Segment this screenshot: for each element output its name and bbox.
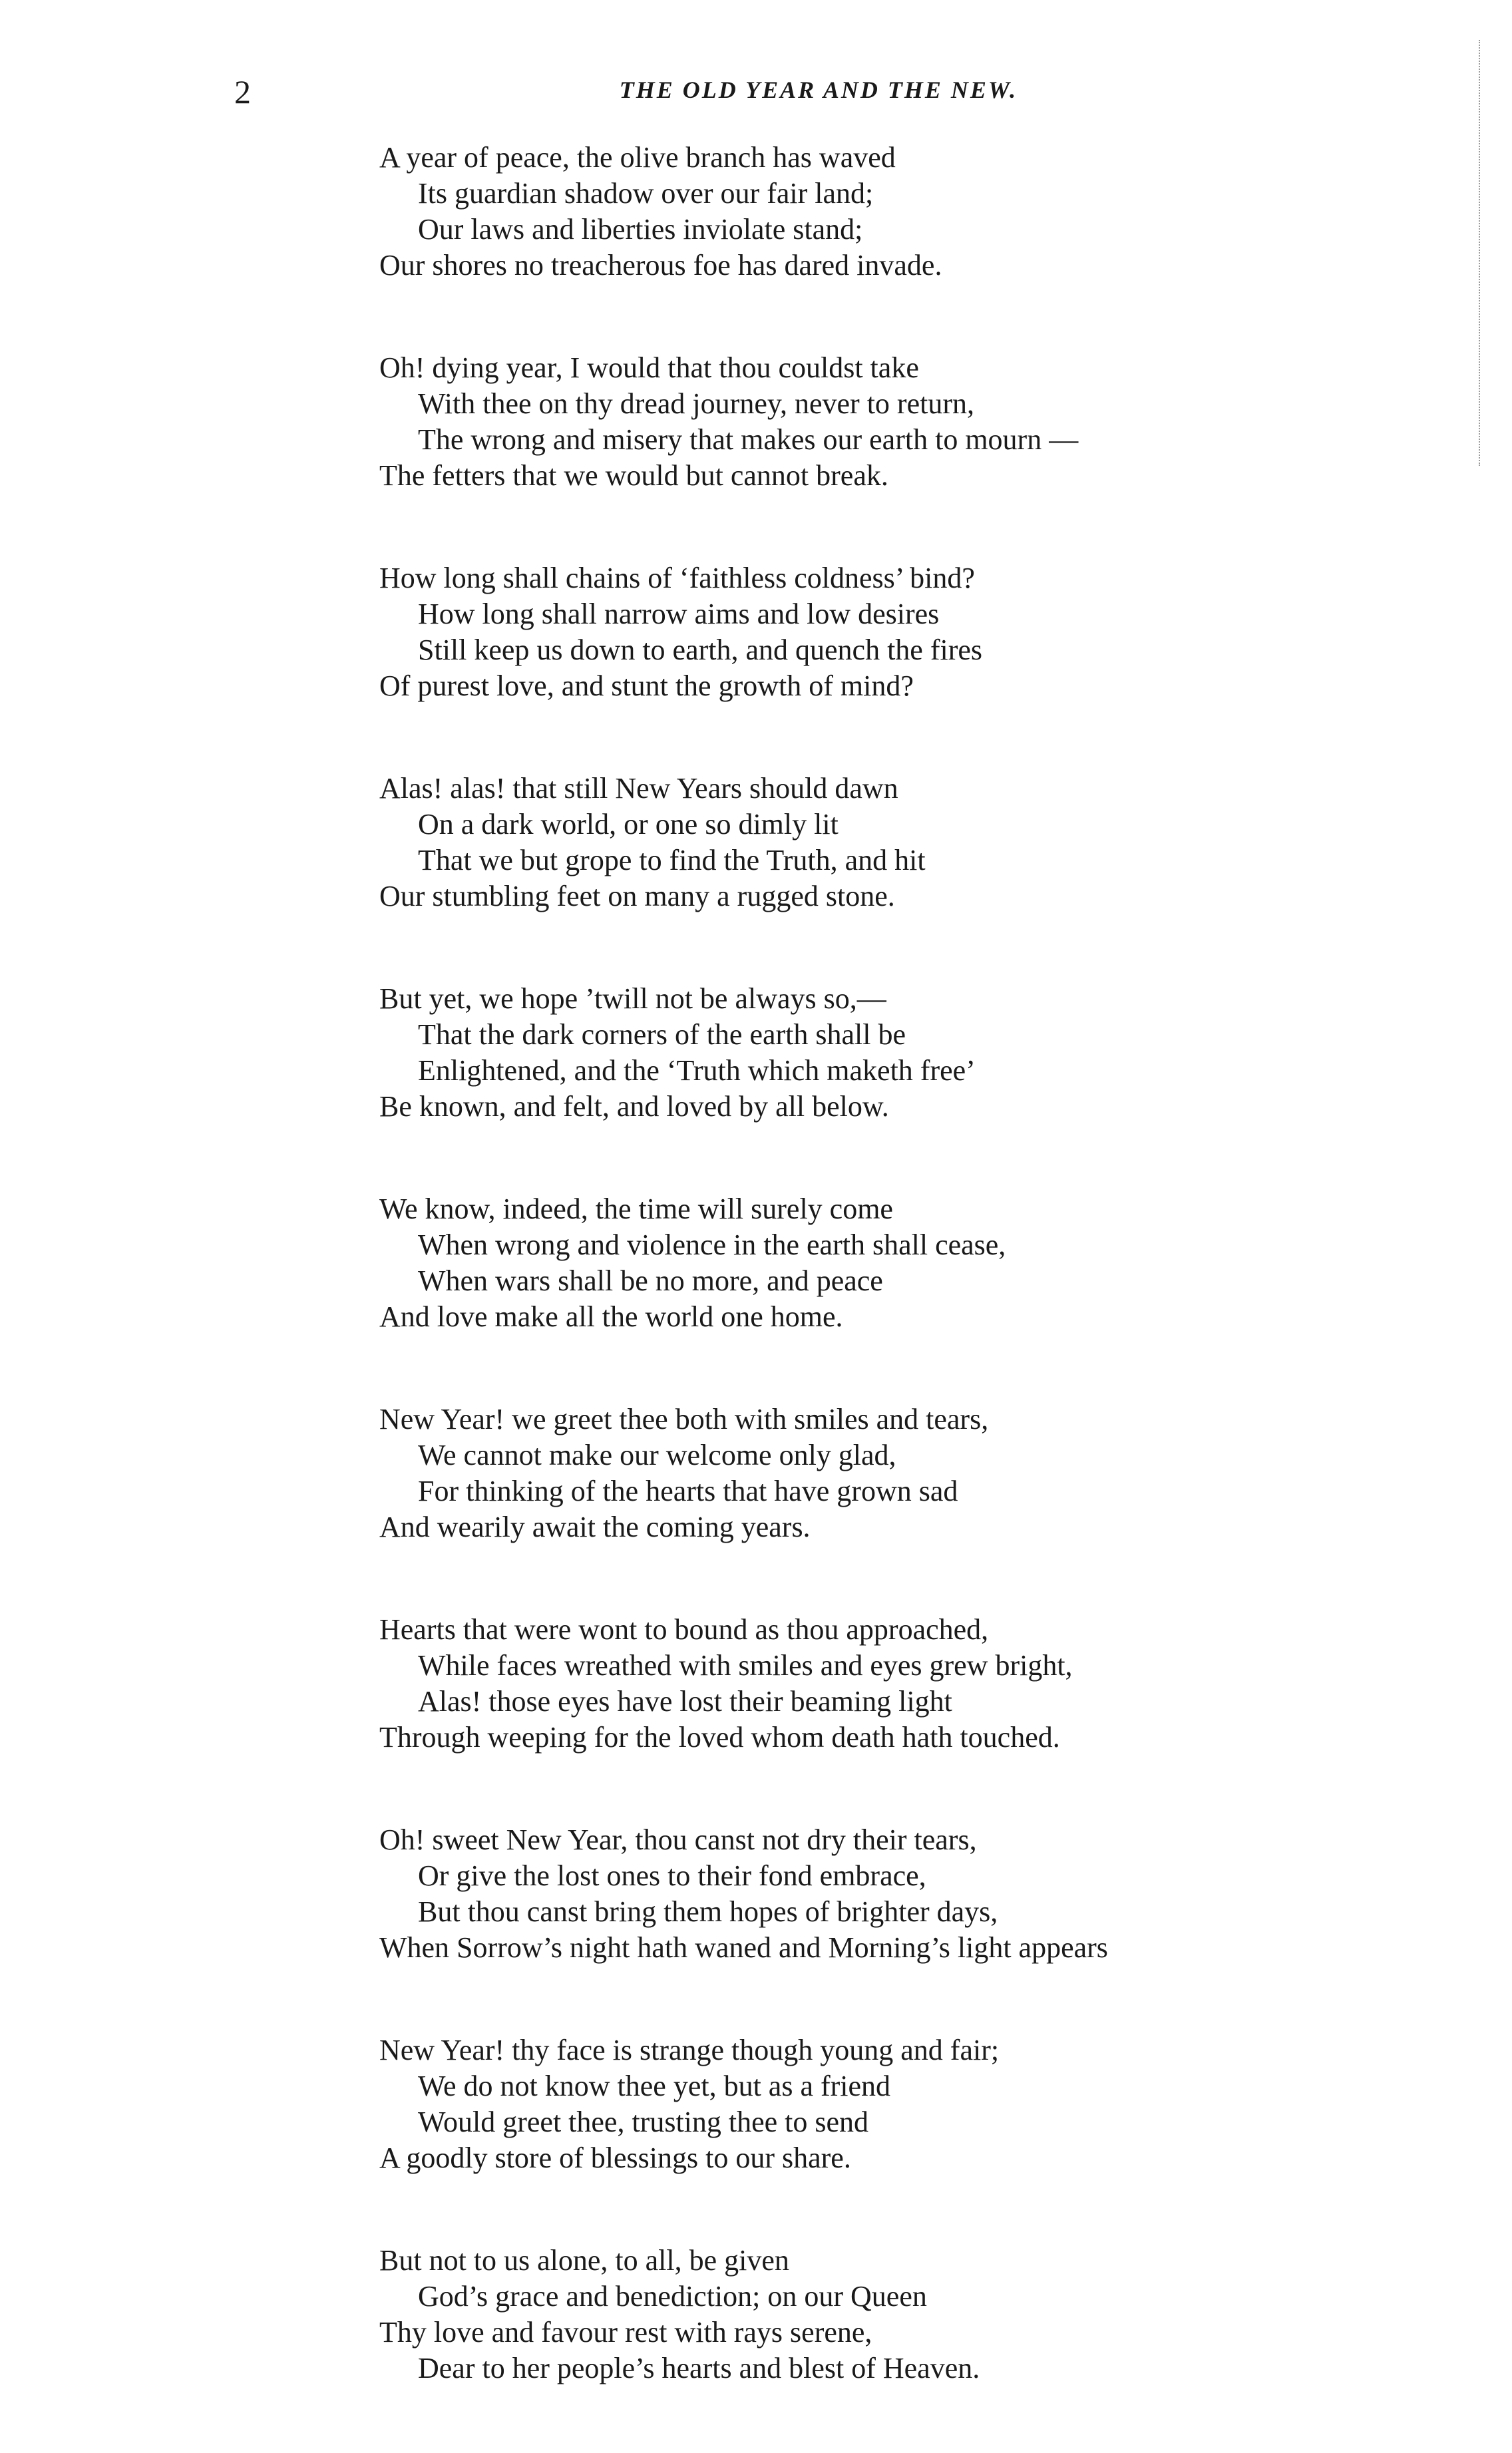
poem-line: While faces wreathed with smiles and eyes grew bright, [418,1649,1073,1682]
stanza [379,350,1338,494]
poem-line: But not to us alone, to all, be given [379,2244,789,2277]
poem-line: We cannot make our welcome only glad, [418,1439,896,1471]
poem-line: When Sorrow’s night hath waned and Morning’s light appears [379,1931,1108,1964]
poem-line: Enlightened, and the ‘Truth which maketh free’ [418,1054,976,1087]
poem-line: A goodly store of blessings to our share. [379,2142,851,2174]
poem-line: We do not know thee yet, but as a friend [418,2070,891,2102]
poem-line: The wrong and misery that makes our earth to mourn — [418,423,1079,456]
poem-line: God’s grace and benediction; on our Queen [418,2280,927,2313]
stanza [379,981,1338,1125]
poem-body [379,140,1338,2453]
stanza [379,2032,1338,2176]
poem-line: The fetters that we would but cannot break. [379,459,888,492]
poem-line: Our shores no treacherous foe has dared invade. [379,249,942,282]
poem-line: Be known, and felt, and loved by all below. [379,1090,889,1123]
poem-line: Alas! those eyes have lost their beaming light [418,1685,952,1718]
poem-line: That the dark corners of the earth shall be [418,1018,906,1051]
poem-line: That we but grope to find the Truth, and hit [418,844,926,876]
poem-line: Hearts that were wont to bound as thou approached, [379,1613,989,1646]
poem-line: New Year! thy face is strange though young and fair; [379,2034,1000,2066]
poem-line: Oh! dying year, I would that thou couldst take [379,351,919,384]
poem-line: Thy love and favour rest with rays serene, [379,2316,872,2349]
poem-line: On a dark world, or one so dimly lit [418,808,839,841]
poem-line: Our stumbling feet on many a rugged stone. [379,880,895,912]
poem-line: Or give the lost ones to their fond embrace, [418,1859,926,1892]
stanza [379,1402,1338,1545]
stanza [379,771,1338,914]
poem-line: New Year! we greet thee both with smiles and tears, [379,1403,989,1435]
poem-line: But yet, we hope ’twill not be always so,— [379,982,886,1015]
poem-line: But thou canst bring them hopes of brighter days, [418,1895,998,1928]
poem-line: Alas! alas! that still New Years should dawn [379,772,898,805]
poem-line: Dear to her people’s hearts and blest of Heaven. [418,2352,980,2384]
poem-line: And love make all the world one home. [379,1300,843,1333]
poem-line: Our laws and liberties inviolate stand; [418,213,863,246]
running-title: THE OLD YEAR AND THE NEW. [619,77,1018,103]
stanza [379,1822,1338,1966]
poem-line: When wrong and violence in the earth shall cease, [418,1228,1006,1261]
poem-line: A year of peace, the olive branch has waved [379,141,896,174]
poem-line: Still keep us down to earth, and quench the fires [418,634,983,666]
poem-line: Would greet thee, trusting thee to send [418,2106,869,2138]
poem-line: How long shall chains of ‘faithless coldness’ bind? [379,562,975,594]
stanza [379,1612,1338,1756]
poem-line: Its guardian shadow over our fair land; [418,177,874,210]
stanza [379,1191,1338,1335]
poem-line: And wearily await the coming years. [379,1511,811,1543]
stanza [379,140,1338,283]
stanza [379,2243,1338,2386]
poem-line: How long shall narrow aims and low desires [418,598,940,630]
poem-line: Through weeping for the loved whom death hath touched. [379,1721,1060,1754]
page-number: 2 [234,73,251,110]
poem-line: Oh! sweet New Year, thou canst not dry their tears, [379,1823,977,1856]
poem-line: For thinking of the hearts that have grown sad [418,1475,958,1507]
poem-line: When wars shall be no more, and peace [418,1264,883,1297]
poem-line: With thee on thy dread journey, never to return, [418,387,974,420]
stanza [379,560,1338,704]
poem-line: Of purest love, and stunt the growth of mind? [379,669,914,702]
poem-line: We know, indeed, the time will surely come [379,1193,893,1225]
page-edge-rule [1479,40,1480,466]
